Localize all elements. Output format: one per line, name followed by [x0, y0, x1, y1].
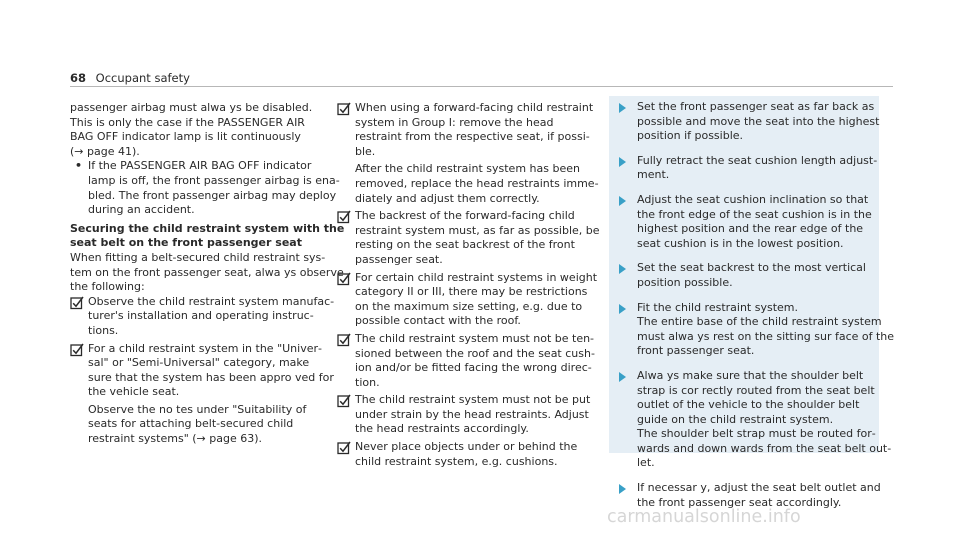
step-arrow-icon [619, 372, 626, 382]
checklist-item [337, 209, 609, 267]
text-line: ion and/or be fitted facing the wrong direc‐ [355, 361, 592, 375]
checklist-item-note [88, 403, 332, 447]
text-line: restraint system must, as far as possible, be [355, 223, 600, 237]
text-line: tion. [355, 375, 380, 389]
text-line: (→ page 41). [70, 144, 140, 158]
text-line: wards and down wards from the seat belt out‐ [637, 441, 892, 455]
text-line: This is only the case if the PASSENGER AIR [70, 115, 305, 129]
instruction-step [609, 368, 892, 471]
text-line: resting on the seat backrest of the front [355, 238, 575, 252]
column-left [70, 101, 345, 447]
text-line: Adjust the seat cushion inclination so that [637, 192, 869, 206]
instruction-step [609, 154, 879, 183]
column-middle [337, 101, 609, 469]
text-line: The shoulder belt strap must be routed for‐ [637, 427, 876, 441]
text-line: Fully retract the seat cushion length adjust‐ [637, 153, 878, 167]
checklist-item [337, 440, 609, 469]
text-line: ment. [637, 168, 670, 182]
checkbox-checked-icon [337, 441, 351, 455]
checkbox-checked-icon [70, 343, 84, 357]
text-line: on the maximum size setting, e.g. due to [355, 299, 583, 313]
text-line: possible contact with the roof. [355, 314, 521, 328]
section-heading [70, 221, 345, 251]
text-line: Set the seat backrest to the most vertical [637, 261, 866, 275]
checkbox-checked-icon [337, 102, 351, 116]
text-line: seats for attaching belt-secured child [88, 417, 294, 431]
text-line: For certain child restraint systems in weight [355, 270, 598, 284]
text-line: possible and move the seat into the highest [637, 114, 880, 128]
text-line: Fit the child restraint system. [637, 300, 799, 314]
header-divider [70, 86, 893, 87]
instruction-step [609, 100, 879, 144]
text-line: turer's installation and operating instruc‐ [88, 309, 314, 323]
checklist-item [337, 271, 609, 329]
text-line: position possible. [637, 275, 733, 289]
text-line: front passenger seat. [637, 344, 755, 358]
text-line: Observe the child restraint system manufac‐ [88, 294, 335, 308]
text-line: BAG OFF indicator lamp is lit continuously [70, 130, 301, 144]
text-line: Set the front passenger seat as far back as [637, 100, 875, 113]
instruction-step [609, 193, 879, 251]
section-title: Occupant safety [95, 71, 190, 85]
checkbox-checked-icon [70, 296, 84, 310]
text-line: the front passenger seat accordingly. [637, 495, 842, 509]
text-line: must alwa ys rest on the sitting sur face of the [637, 329, 895, 343]
text-line: tem on the front passenger seat, alwa ys observe [70, 265, 344, 279]
instruction-step [609, 481, 879, 510]
text-line: the head restraints accordingly. [355, 422, 529, 436]
step-arrow-icon [619, 484, 626, 494]
text-line: For a child restraint system in the "Univer‐ [88, 341, 322, 355]
text-line: diately and adjust them correctly. [355, 191, 540, 205]
step-arrow-icon [619, 304, 626, 314]
checklist-item [337, 393, 609, 437]
watermark-text: carmanualsonline.info [607, 507, 801, 527]
text-line: sure that the system has been appro ved for [88, 370, 334, 384]
checklist-item [337, 101, 609, 206]
text-line: guide on the child restraint system. [637, 412, 834, 426]
text-line: removed, replace the head restraints imme‐ [355, 176, 599, 190]
column-right [609, 96, 895, 509]
checklist [70, 294, 335, 447]
text-line: sal" or "Semi-Universal" category, make [88, 356, 310, 370]
text-line: The entire base of the child restraint system [637, 315, 882, 329]
instruction-paragraph [70, 250, 344, 295]
text-line: position if possible. [637, 129, 744, 143]
page-number: 68 [70, 71, 87, 85]
text-line: seat cushion is in the lowest position. [637, 236, 844, 250]
instruction-step [609, 300, 895, 359]
text-line: outlet of the vehicle to the shoulder belt [637, 398, 860, 412]
text-line: If necessar y, adjust the seat belt outlet and [637, 481, 881, 495]
text-line: the vehicle seat. [88, 385, 180, 399]
checklist-item [70, 342, 332, 447]
text-line: category II or III, there may be restrictions [355, 285, 588, 299]
text-line: When fitting a belt-secured child restraint sys‐ [70, 250, 326, 264]
text-line: lamp is off, the front passenger airbag is ena‐ [88, 173, 340, 187]
checkbox-checked-icon [337, 210, 351, 224]
text-line: tions. [88, 323, 119, 337]
intro-paragraph [70, 101, 332, 159]
text-line: strap is cor rectly routed from the seat belt [637, 383, 875, 397]
page-header [70, 71, 190, 86]
text-line: child restraint system, e.g. cushions. [355, 454, 558, 468]
text-line: system in Group I: remove the head [355, 115, 554, 129]
text-line: Never place objects under or behind the [355, 440, 578, 454]
text-line: passenger seat. [355, 252, 443, 266]
text-line: the following: [70, 280, 145, 294]
text-line: let. [637, 456, 655, 470]
text-line: restraint from the respective seat, if possi‐ [355, 130, 590, 144]
text-line: sioned between the roof and the seat cush‐ [355, 346, 595, 360]
text-line: The backrest of the forward-facing child [355, 209, 575, 223]
checkbox-checked-icon [337, 272, 351, 286]
text-line: If the PASSENGER AIR BAG OFF indicator [88, 159, 312, 173]
text-line: ble. [355, 144, 376, 158]
instruction-step [609, 261, 879, 290]
text-line: during an accident. [88, 203, 195, 217]
step-arrow-icon [619, 196, 626, 206]
text-line: Observe the no tes under "Suitability of [88, 402, 307, 416]
text-line: highest position and the rear edge of the [637, 222, 864, 236]
step-arrow-icon [619, 103, 626, 113]
text-line: Alwa ys make sure that the shoulder belt [637, 368, 864, 382]
bullet-icon: • [75, 159, 83, 173]
text-line: When using a forward-facing child restraint [355, 101, 594, 114]
text-line: seat belt on the front passenger seat [70, 236, 302, 250]
checklist-item-note [355, 162, 609, 206]
text-line: The child restraint system must not be ten‐ [355, 331, 595, 345]
text-line: After the child restraint system has been [355, 162, 580, 176]
checkbox-checked-icon [337, 333, 351, 347]
checklist-item [337, 332, 609, 390]
text-line: restraint systems" (→ page 63). [88, 432, 263, 446]
text-line: bled. The front passenger airbag may deploy [88, 188, 337, 202]
step-arrow-icon [619, 264, 626, 274]
instruction-steps-panel [609, 96, 895, 509]
checkbox-checked-icon [337, 394, 351, 408]
text-line: The child restraint system must not be put [355, 393, 591, 407]
step-arrow-icon [619, 157, 626, 167]
text-line: the front edge of the seat cushion is in the [637, 207, 872, 221]
bullet-item [70, 159, 340, 217]
text-line: Securing the child restraint system with the [70, 221, 345, 235]
text-line: under strain by the head restraints. Adjust [355, 407, 589, 421]
checklist-item [70, 294, 335, 339]
checklist [337, 101, 609, 469]
text-line: passenger airbag must alwa ys be disabled. [70, 101, 313, 114]
